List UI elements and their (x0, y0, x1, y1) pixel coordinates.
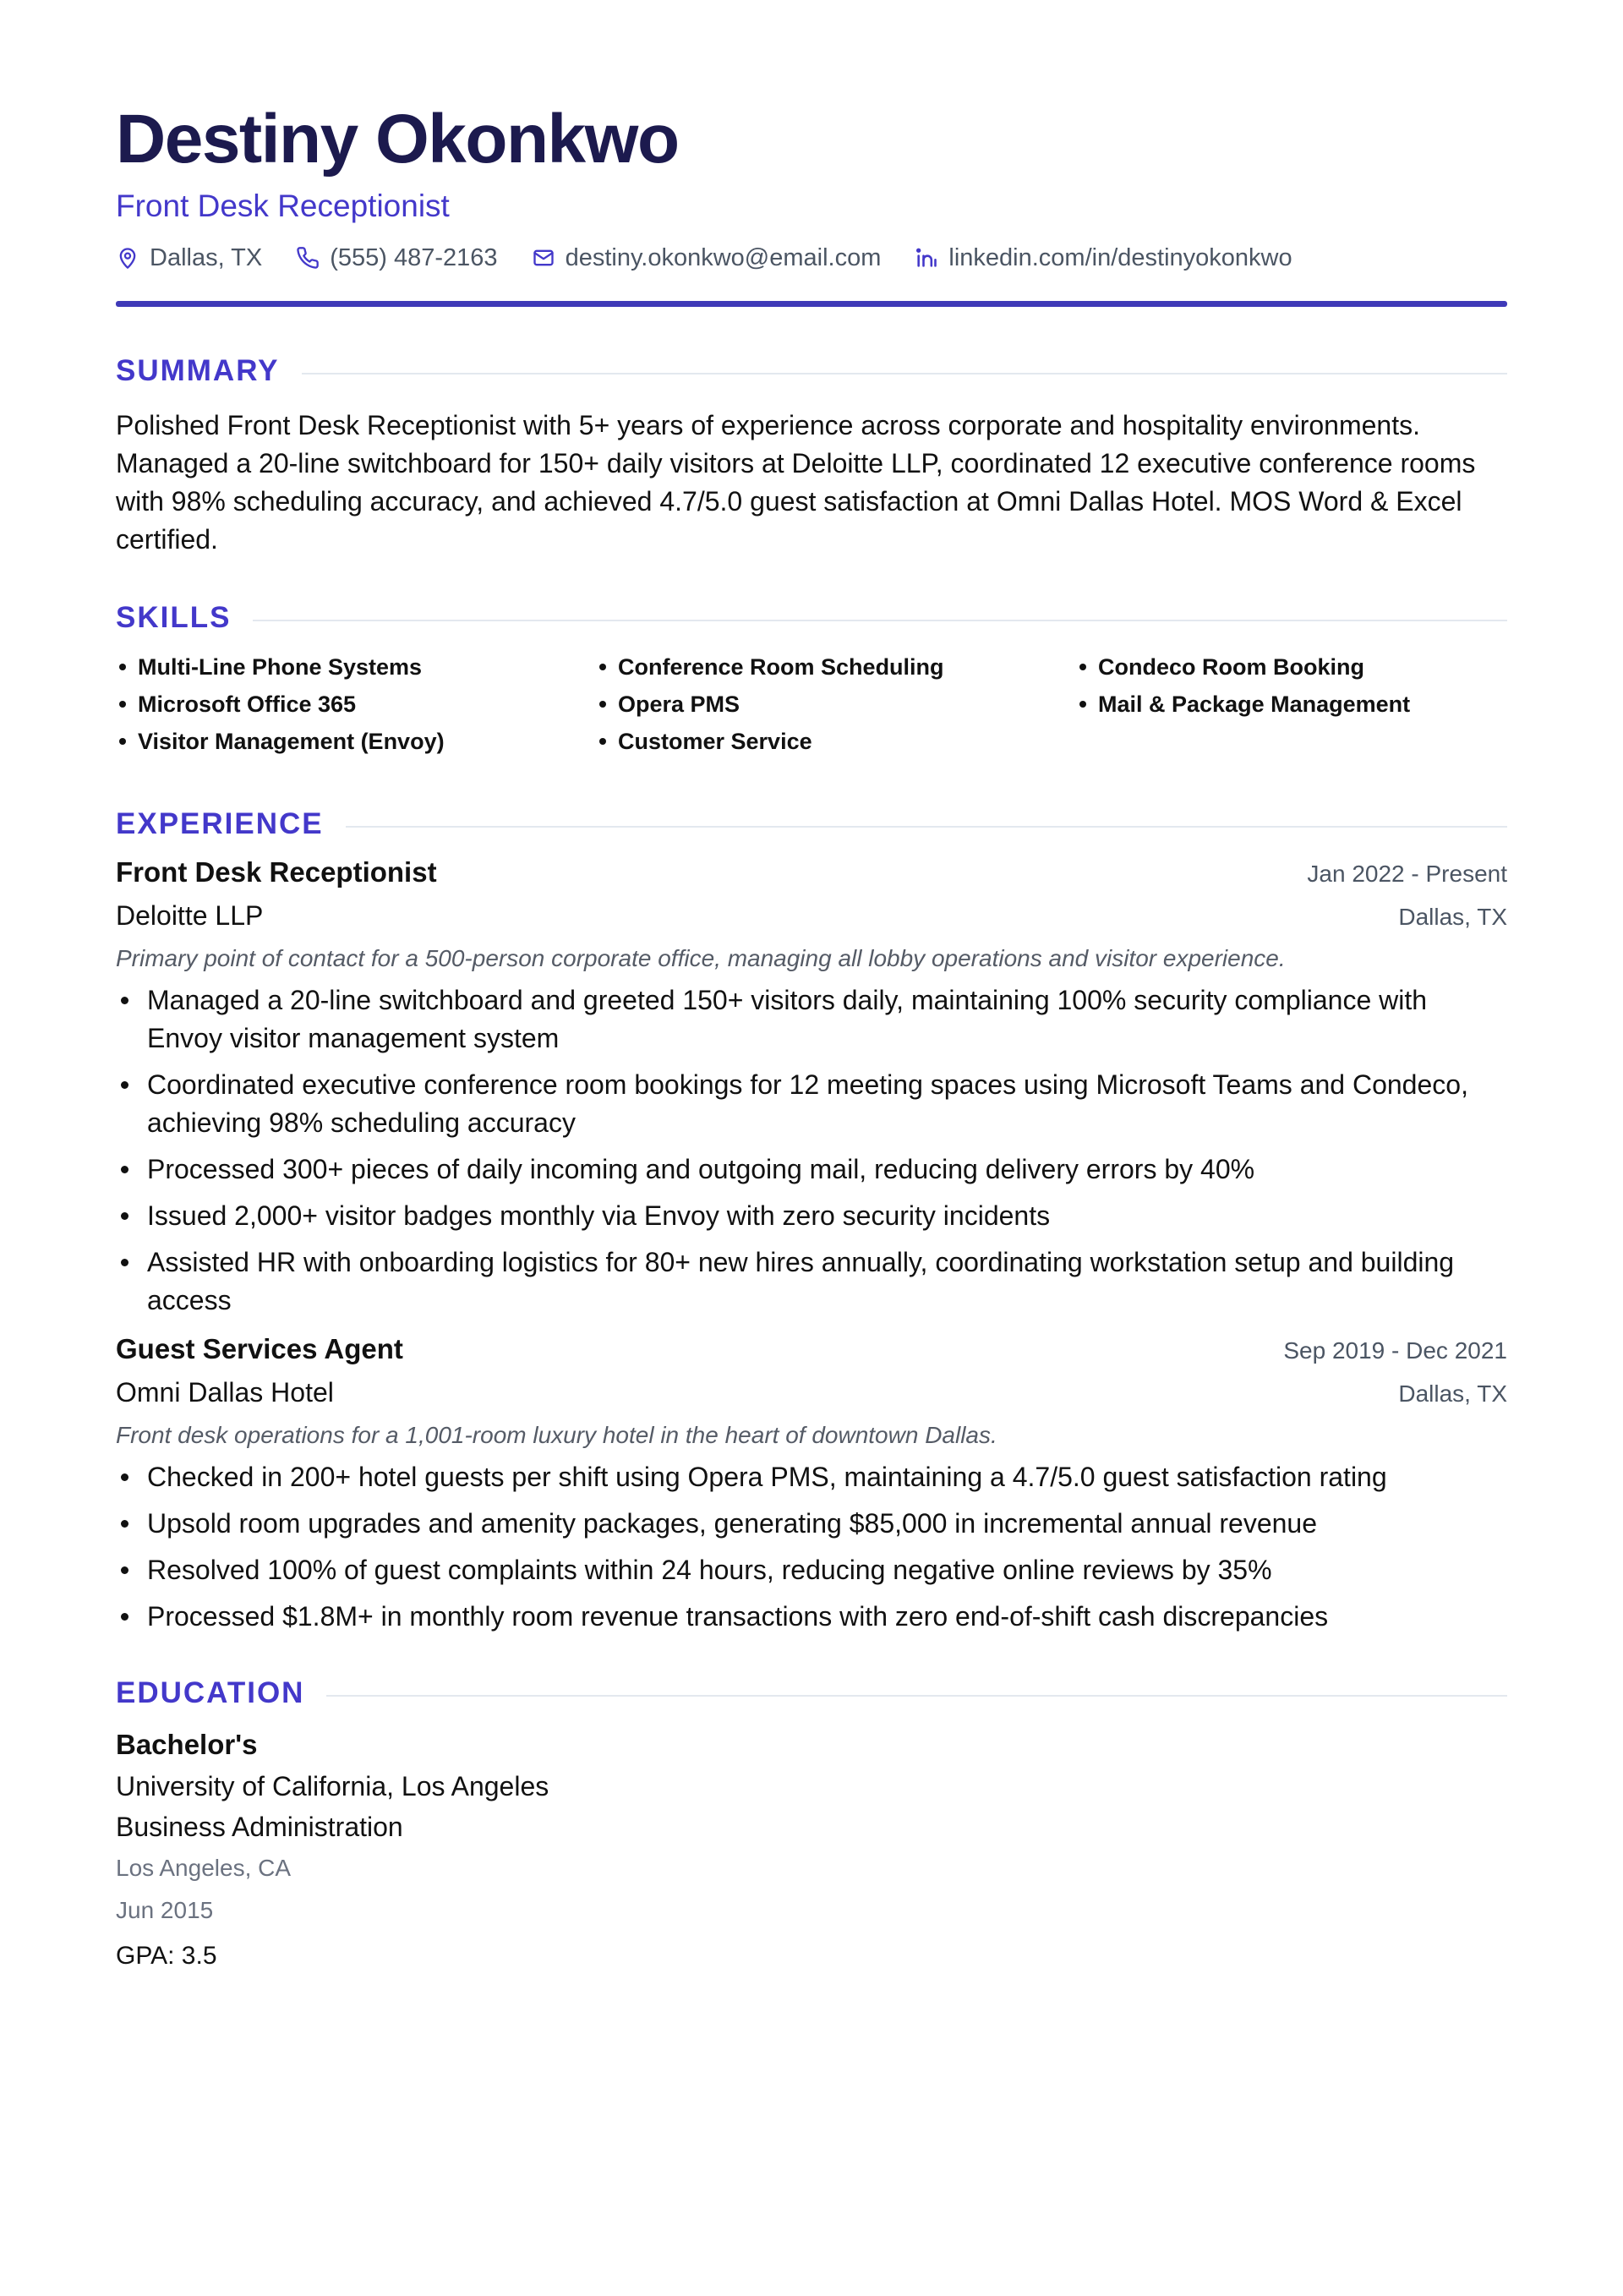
job-bullet (116, 1598, 1507, 1636)
skill-item (1076, 687, 1507, 721)
header-divider (116, 301, 1507, 307)
job-bullet (116, 1505, 1507, 1543)
job-location: Dallas, TX (1398, 1380, 1507, 1407)
summary-section (116, 354, 1507, 559)
job-title-row (116, 851, 1507, 894)
skill-label: Condeco Room Booking (1098, 653, 1364, 680)
bullet-text: Checked in 200+ hotel guests per shift using Opera PMS, maintaining a 4.7/5.0 guest satisfaction rating (147, 1461, 1387, 1492)
summary-heading-row (116, 354, 1507, 388)
resume-header (116, 101, 1507, 307)
location-text: Dallas, TX (150, 243, 263, 271)
job-bullet (116, 1244, 1507, 1320)
summary-text: Polished Front Desk Receptionist with 5+ years of experience across corporate and hospitality environments. Managed a 20-line switchboard for 150+ daily visitors at Deloitte LLP, coordinated 12 executive conference rooms with 98% scheduling accuracy, and achieved 4.7/5.0 guest satisfaction at Omni Dallas Hotel. MOS Word & Excel certified. (116, 409, 1476, 555)
job-company: Deloitte LLP (116, 899, 264, 931)
skill-item (596, 724, 1076, 758)
contact-row (116, 244, 1507, 272)
bullet-dot (1079, 701, 1086, 708)
skill-label: Customer Service (618, 728, 812, 754)
skill-item (596, 650, 1076, 684)
job-dates: Jan 2022 - Present (1307, 860, 1507, 887)
job-description: Primary point of contact for a 500-person corporate office, managing all lobby operations and visitor experience. (116, 944, 1286, 971)
bullet-text: Resolved 100% of guest complaints within 24 hours, reducing negative online reviews by 35% (147, 1554, 1272, 1585)
skills-grid (116, 650, 1507, 758)
job-title: Guest Services Agent (116, 1332, 403, 1364)
skill-label: Multi-Line Phone Systems (138, 653, 423, 680)
job-bullet (116, 981, 1507, 1058)
bullet-dot (121, 1613, 128, 1621)
bullet-dot (119, 701, 126, 708)
education-heading: EDUCATION (116, 1676, 305, 1709)
bullet-dot (119, 664, 126, 670)
education-entry (116, 1724, 1507, 1981)
job-bullet (116, 1151, 1507, 1189)
bullet-dot (119, 738, 126, 745)
job-company: Omni Dallas Hotel (116, 1376, 334, 1408)
bullet-text: Processed 300+ pieces of daily incoming and outgoing mail, reducing delivery errors by 40% (147, 1153, 1255, 1184)
bullet-dot (121, 1473, 128, 1481)
education-section (116, 1676, 1507, 1981)
job-company-row (116, 1370, 1507, 1414)
job-dates: Sep 2019 - Dec 2021 (1283, 1337, 1507, 1364)
bullet-text: Managed a 20-line switchboard and greeted 150+ visitors daily, maintaining 100% security compliance with Envoy visitor management system (147, 984, 1428, 1053)
contact-email[interactable] (532, 244, 882, 272)
skills-section (116, 601, 1507, 758)
bullet-text: Upsold room upgrades and amenity packages, generating $85,000 in incremental annual revenue (147, 1507, 1318, 1539)
bullet-dot (599, 701, 606, 708)
education-field: Business Administration (116, 1811, 403, 1842)
section-divider (302, 373, 1507, 374)
linkedin-text: linkedin.com/in/destinyokonkwo (948, 243, 1292, 271)
job-bullet (116, 1458, 1507, 1496)
section-divider (326, 1695, 1507, 1697)
skills-heading-row (116, 601, 1507, 635)
job-bullets (116, 1458, 1507, 1636)
bullet-dot (121, 1566, 128, 1574)
skill-item (1076, 650, 1507, 684)
job-bullet (116, 1551, 1507, 1589)
bullet-dot (1079, 664, 1086, 670)
skill-label: Conference Room Scheduling (618, 653, 944, 680)
education-gpa: GPA: 3.5 (116, 1941, 217, 1970)
skill-item (116, 724, 596, 758)
education-degree: Bachelor's (116, 1728, 258, 1760)
skill-label: Mail & Package Management (1098, 691, 1411, 717)
bullet-text: Processed $1.8M+ in monthly room revenue transactions with zero end-of-shift cash discrepancies (147, 1600, 1329, 1632)
bullet-dot (121, 1520, 128, 1528)
phone-icon (296, 246, 320, 270)
job-company-row (116, 894, 1507, 938)
section-divider (253, 620, 1507, 621)
education-heading-row (116, 1676, 1507, 1710)
candidate-title: Front Desk Receptionist (116, 189, 450, 224)
contact-location (116, 244, 262, 272)
job-bullet (116, 1066, 1507, 1142)
experience-heading-row (116, 807, 1507, 841)
bullet-dot (121, 1259, 128, 1266)
job-entry (116, 851, 1507, 1320)
skill-label: Visitor Management (Envoy) (138, 728, 445, 754)
candidate-name: Destiny Okonkwo (116, 101, 679, 178)
job-title: Front Desk Receptionist (116, 856, 437, 888)
bullet-dot (121, 997, 128, 1004)
skill-item (596, 687, 1076, 721)
experience-section (116, 807, 1507, 1636)
bullet-dot (121, 1212, 128, 1220)
job-title-row (116, 1328, 1507, 1370)
education-date: Jun 2015 (116, 1896, 214, 1923)
contact-linkedin[interactable] (915, 244, 1292, 272)
job-location: Dallas, TX (1398, 903, 1507, 930)
bullet-dot (121, 1081, 128, 1089)
education-school: University of California, Los Angeles (116, 1770, 549, 1801)
section-divider (346, 826, 1507, 828)
summary-heading: SUMMARY (116, 353, 280, 387)
email-text: destiny.okonkwo@email.com (565, 243, 882, 271)
bullet-dot (121, 1166, 128, 1173)
mail-icon (532, 246, 555, 270)
contact-phone[interactable] (296, 244, 497, 272)
skill-item (116, 650, 596, 684)
skills-heading: SKILLS (116, 600, 232, 634)
job-bullets (116, 981, 1507, 1320)
linkedin-icon (915, 246, 938, 270)
skill-label: Opera PMS (618, 691, 740, 717)
phone-text: (555) 487-2163 (330, 243, 498, 271)
bullet-dot (599, 664, 606, 670)
map-pin-icon (116, 246, 139, 270)
bullet-dot (599, 738, 606, 745)
job-description: Front desk operations for a 1,001-room luxury hotel in the heart of downtown Dallas. (116, 1421, 997, 1448)
job-entry (116, 1328, 1507, 1636)
experience-heading: EXPERIENCE (116, 806, 324, 840)
skill-item (116, 687, 596, 721)
education-location: Los Angeles, CA (116, 1854, 292, 1881)
bullet-text: Coordinated executive conference room bookings for 12 meeting spaces using Microsoft Teams and Condeco, achieving 98% scheduling accuracy (147, 1069, 1468, 1138)
bullet-text: Issued 2,000+ visitor badges monthly via Envoy with zero security incidents (147, 1200, 1051, 1231)
bullet-text: Assisted HR with onboarding logistics for 80+ new hires annually, coordinating workstation setup and building access (147, 1246, 1455, 1315)
job-bullet (116, 1197, 1507, 1235)
skill-label: Microsoft Office 365 (138, 691, 357, 717)
